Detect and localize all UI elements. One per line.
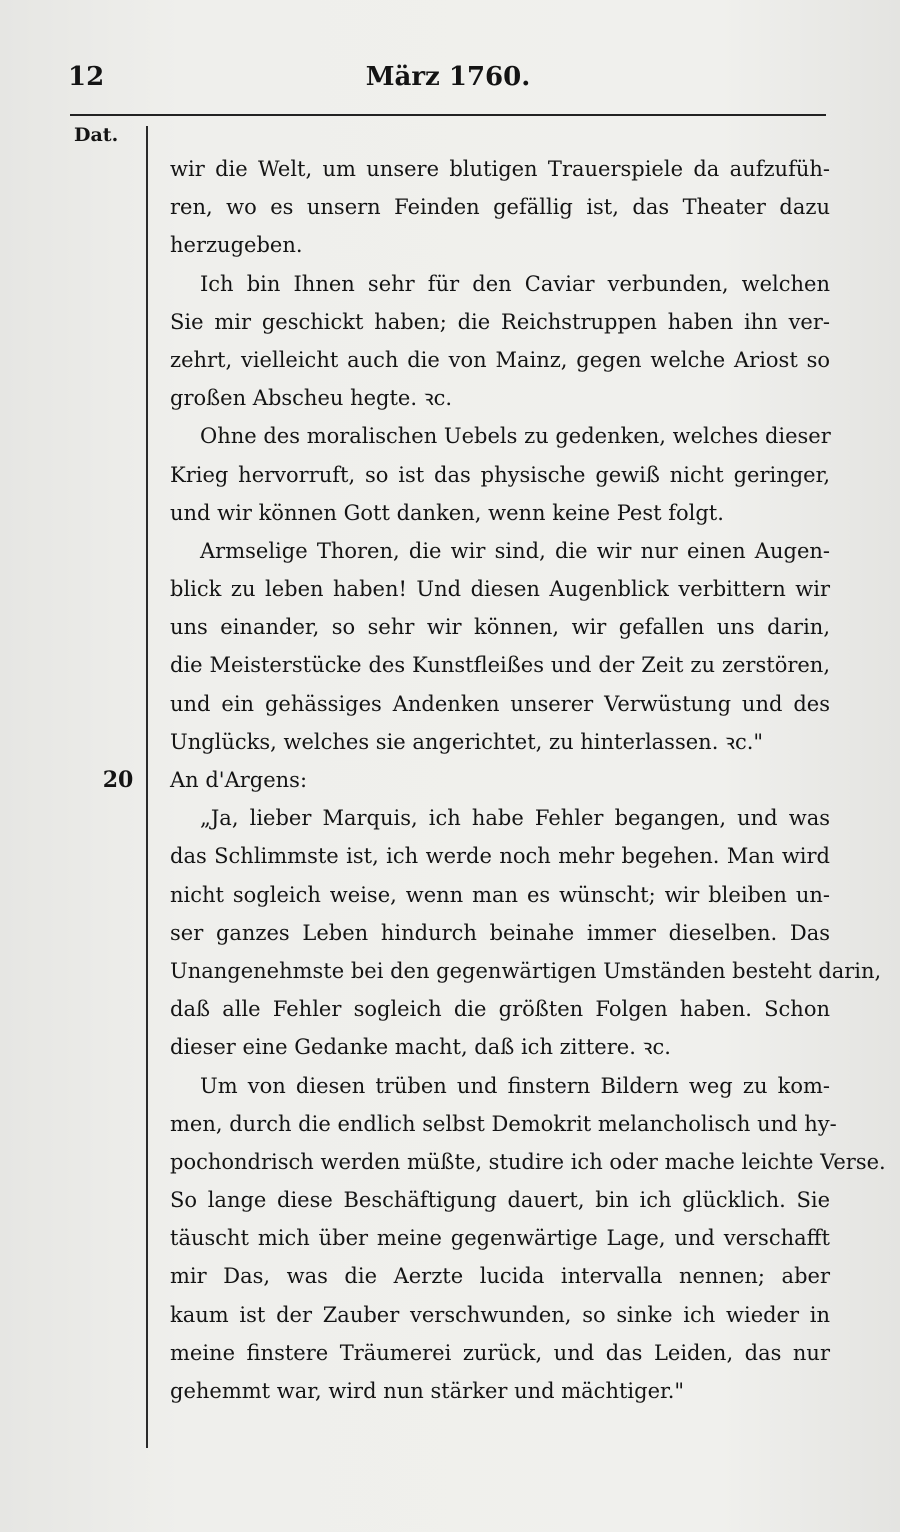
text-line: pochondrisch werden müßte, studire ich oder mache leichte Verse. — [170, 1149, 886, 1174]
body-text — [170, 150, 886, 1410]
text-line: ser ganzes Leben hindurch beinahe immer dieselben. Das — [170, 920, 830, 945]
text-line: uns einander, so sehr wir können, wir gefallen uns darin, — [170, 615, 830, 640]
text-line: Ich bin Ihnen sehr für den Caviar verbunden, welchen — [200, 271, 830, 296]
text-line: Unglücks, welches sie angerichtet, zu hinterlassen. ꝛc." — [170, 729, 764, 754]
text-line: das Schlimmste ist, ich werde noch mehr begehen. Man wird — [170, 844, 830, 869]
text-line: wir die Welt, um unsere blutigen Trauerspiele da aufzufüh- — [170, 157, 830, 181]
text-line: daß alle Fehler sogleich die größten Folgen haben. Schon — [170, 997, 830, 1022]
text-line: Krieg hervorruft, so ist das physische gewiß nicht geringer, — [170, 462, 830, 487]
text-line: men, durch die endlich selbst Demokrit melancholisch und hy- — [170, 1111, 837, 1136]
text-line: und wir können Gott danken, wenn keine Pest folgt. — [170, 500, 724, 525]
text-line: und ein gehässiges Andenken unserer Verwüstung und des — [170, 691, 830, 716]
text-line: zehrt, vielleicht auch die von Mainz, gegen welche Ariost so — [170, 347, 830, 372]
margin-rule — [146, 126, 148, 1448]
text-line: großen Abscheu hegte. ꝛc. — [170, 386, 453, 411]
text-line: mir Das, was die Aerzte lucida intervalla nennen; aber — [170, 1264, 830, 1289]
text-line: meine finstere Träumerei zurück, und das Leiden, das nur — [170, 1340, 830, 1365]
text-line: nicht sogleich weise, wenn man es wünscht; wir bleiben un- — [170, 882, 830, 907]
text-line: „Ja, lieber Marquis, ich habe Fehler begangen, und was — [200, 806, 830, 831]
text-line: gehemmt war, wird nun stärker und mächtiger." — [170, 1379, 685, 1403]
page-header — [68, 62, 828, 102]
running-head: März 1760. — [365, 62, 531, 92]
text-line: dieser eine Gedanke macht, daß ich zittere. ꝛc. — [170, 1035, 671, 1060]
text-line: die Meisterstücke des Kunstfleißes und der Zeit zu zerstören, — [170, 653, 830, 678]
text-line: täuscht mich über meine gegenwärtige Lage, und verschafft — [170, 1226, 830, 1251]
text-line: kaum ist der Zauber verschwunden, so sinke ich wieder in — [170, 1302, 830, 1327]
text-line: ren, wo es unsern Feinden gefällig ist, das Theater dazu — [170, 195, 830, 220]
text-line: Armselige Thoren, die wir sind, die wir nur einen Augen- — [200, 538, 830, 563]
date-column-label: Dat. — [74, 124, 119, 146]
text-line: An d'Argens: — [170, 768, 308, 792]
text-line: herzugeben. — [170, 233, 303, 258]
text-line: blick zu leben haben! Und diesen Augenblick verbittern wir — [170, 577, 830, 602]
margin-date: 20 — [102, 767, 134, 794]
text-line: Unangenehmste bei den gegenwärtigen Umständen besteht darin, — [170, 958, 882, 983]
header-rule — [70, 114, 826, 116]
text-line: Um von diesen trüben und finstern Bildern weg zu kom- — [200, 1073, 830, 1098]
text-line: Sie mir geschickt haben; die Reichstruppen haben ihn ver- — [170, 309, 830, 334]
text-line: Ohne des moralischen Uebels zu gedenken, welches dieser — [200, 424, 831, 449]
text-line: So lange diese Beschäftigung dauert, bin ich glücklich. Sie — [170, 1188, 830, 1213]
page-number: 12 — [68, 62, 105, 92]
